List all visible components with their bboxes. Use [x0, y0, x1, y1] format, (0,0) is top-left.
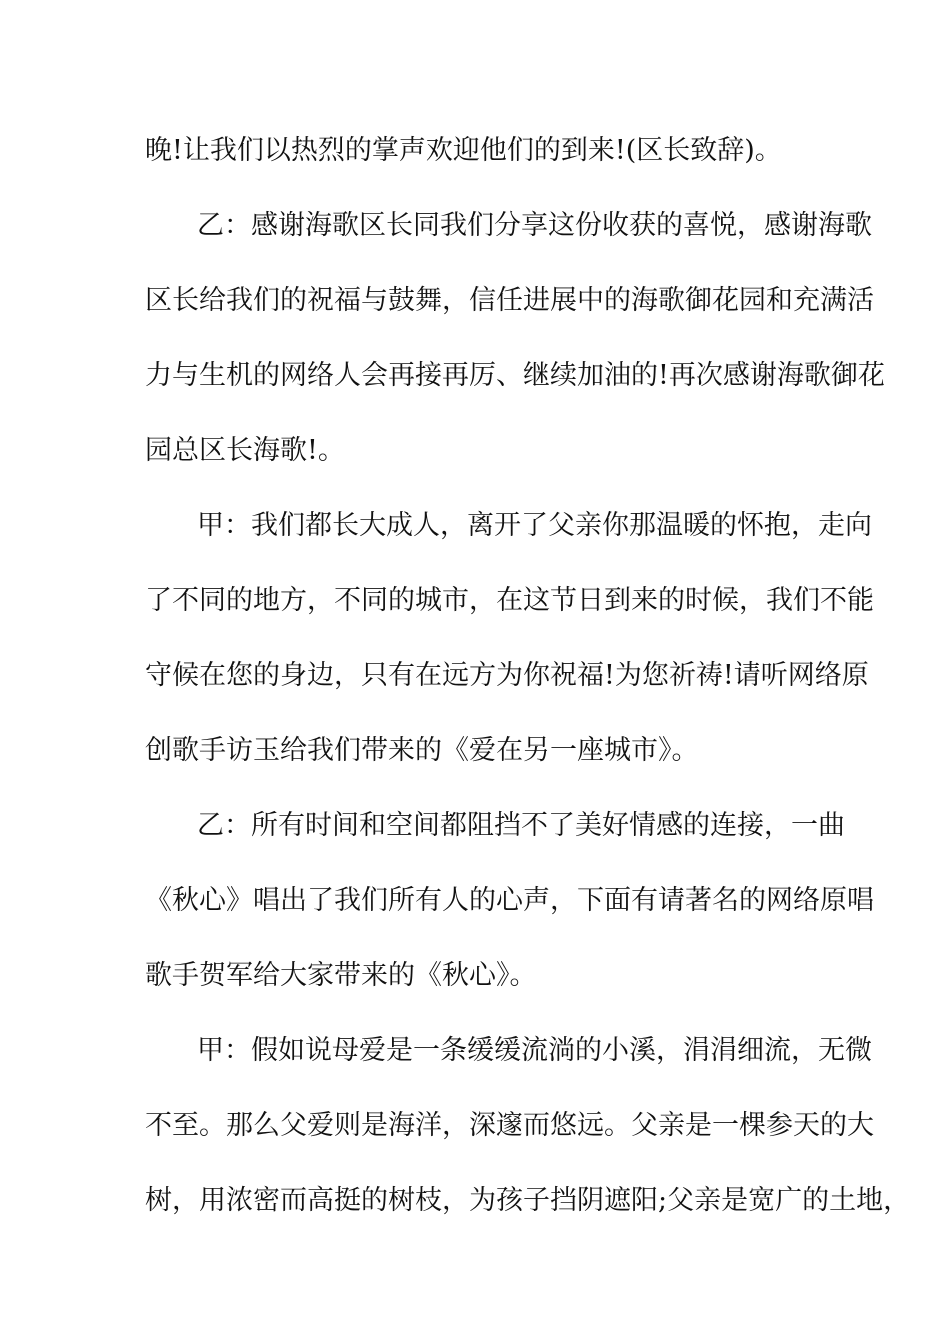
text-line: 树，用浓密而高挺的树枝，为孩子挡阴遮阳;父亲是宽广的土地， — [145, 1185, 911, 1216]
text-line: 《秋心》唱出了我们所有人的心声，下面有请著名的网络原唱 — [145, 885, 874, 916]
text-line: 了不同的地方，不同的城市，在这节日到来的时候，我们不能 — [145, 585, 874, 616]
text-line: 不至。那么父爱则是海洋，深邃而悠远。父亲是一棵参天的大 — [145, 1110, 874, 1141]
text-line: 创歌手访玉给我们带来的《爱在另一座城市》。 — [145, 735, 699, 766]
text-line: 区长给我们的祝福与鼓舞，信任进展中的海歌御花园和充满活 — [145, 285, 874, 316]
text-line: 力与生机的网络人会再接再厉、继续加油的!再次感谢海歌御花 — [145, 360, 885, 391]
text-line: 甲：我们都长大成人，离开了父亲你那温暖的怀抱，走向 — [197, 510, 872, 541]
text-line: 晚!让我们以热烈的掌声欢迎他们的到来!(区长致辞)。 — [145, 135, 782, 166]
text-line: 乙：所有时间和空间都阻挡不了美好情感的连接，一曲 — [197, 810, 845, 841]
text-line: 园总区长海歌!。 — [145, 435, 345, 466]
text-line: 守候在您的身边，只有在远方为你祝福!为您祈祷!请听网络原 — [145, 660, 869, 691]
text-line: 甲：假如说母爱是一条缓缓流淌的小溪，涓涓细流，无微 — [197, 1035, 872, 1066]
text-line: 歌手贺军给大家带来的《秋心》。 — [145, 960, 537, 991]
text-line: 乙：感谢海歌区长同我们分享这份收获的喜悦，感谢海歌 — [197, 210, 872, 241]
